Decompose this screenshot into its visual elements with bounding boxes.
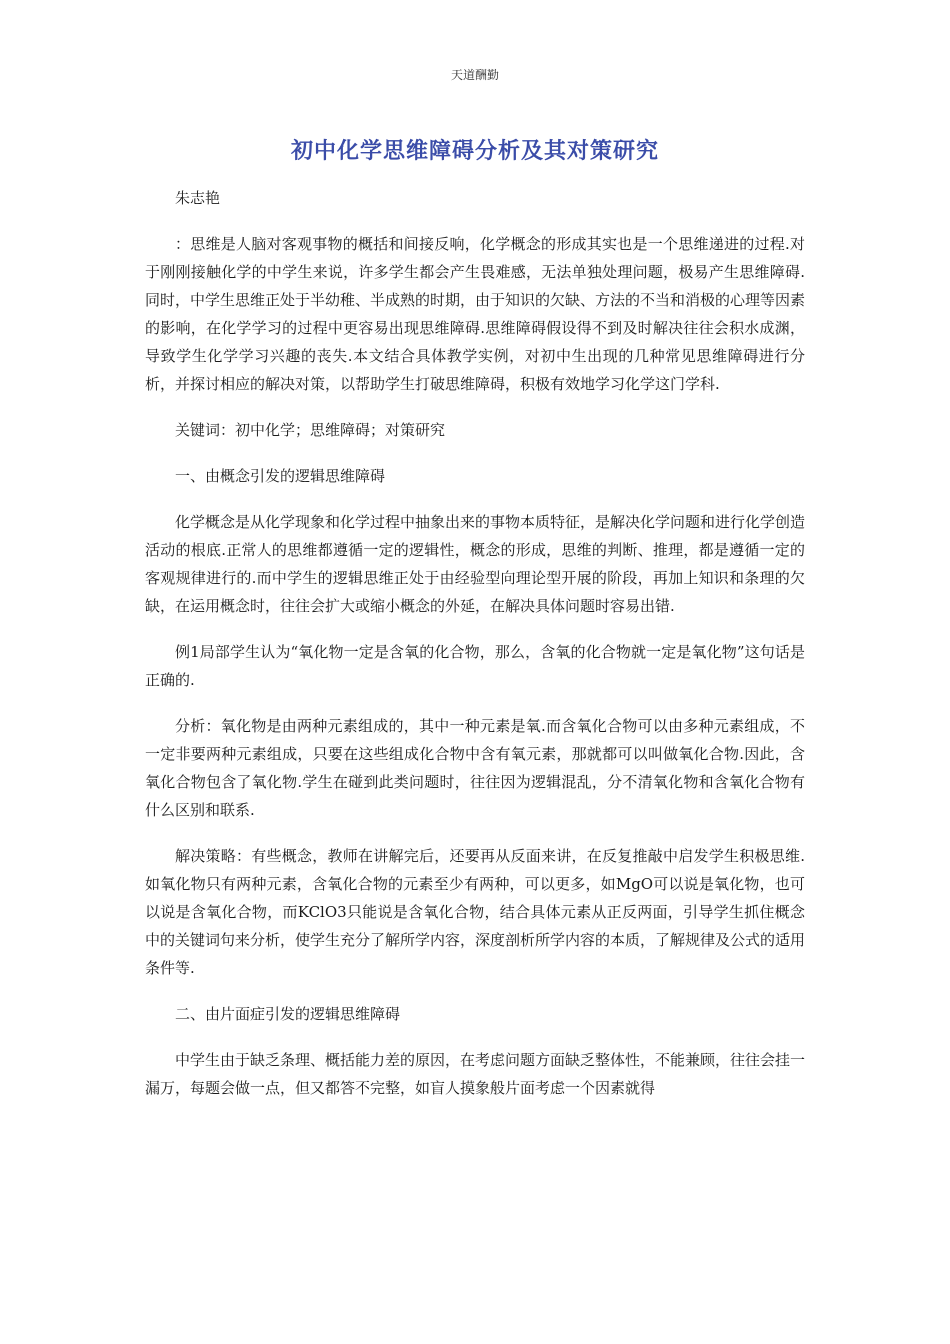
body-paragraph: 化学概念是从化学现象和化学过程中抽象出来的事物本质特征，是解决化学问题和进行化学创造活动的根底.正常人的思维都遵循一定的逻辑性，概念的形成，思维的判断、推理，都是遵循一定的客观规律进行的.而中学生的逻辑思维正处于由经验型向理论型开展的阶段，再加上知识和条理的欠缺，在运用概念时，往往会扩大或缩小概念的外延，在解决具体问题时容易出错. — [145, 513, 806, 615]
section-heading-1: 一、由概念引发的逻辑思维障碍 — [175, 467, 386, 485]
author-name: 朱志艳 — [175, 189, 221, 207]
strategy-paragraph: 解决策略：有些概念，教师在讲解完后，还要再从反面来讲，在反复推敲中启发学生积极思维.如氧化物只有两种元素，含氧化合物的元素至少有两种，可以更多，如MgO可以说是氧化物，也可以说是含氧化合物，而KClO3只能说是含氧化合物，结合具体元素从正反两面，引导学生抓住概念中的关键词句来分析，使学生充分了解所学内容，深度剖析所学内容的本质，了解规律及公式的适用条件等. — [145, 847, 806, 977]
section-heading-2: 二、由片面症引发的逻辑思维障碍 — [175, 1005, 401, 1023]
abstract-paragraph: ：思维是人脑对客观事物的概括和间接反响，化学概念的形成其实也是一个思维递进的过程.对于刚刚接触化学的中学生来说，许多学生都会产生畏难感，无法单独处理问题，极易产生思维障碍.同时，中学生思维正处于半幼稚、半成熟的时期，由于知识的欠缺、方法的不当和消极的心理等因素的影响，在化学学习的过程中更容易出现思维障碍.思维障碍假设得不到及时解决往往会积水成渊，导致学生化学学习兴趣的丧失.本文结合具体教学实例，对初中生出现的几种常见思维障碍进行分析，并探讨相应的解决对策，以帮助学生打破思维障碍，积极有效地学习化学这门学科. — [145, 235, 806, 393]
example-paragraph: 例1局部学生认为“氧化物一定是含氧的化合物，那么，含氧的化合物就一定是氧化物”这句话是正确的. — [145, 643, 805, 689]
document-title: 初中化学思维障碍分析及其对策研究 — [290, 138, 659, 164]
analysis-paragraph: 分析：氧化物是由两种元素组成的，其中一种元素是氧.而含氧化合物可以由多种元素组成，不一定非要两种元素组成，只要在这些组成化合物中含有氧元素，那就都可以叫做氧化合物.因此，含氧化合物包含了氧化物.学生在碰到此类问题时，往往因为逻辑混乱，分不清氧化物和含氧化合物有什么区别和联系. — [145, 717, 805, 819]
page-header: 天道酬勤 — [450, 68, 499, 82]
document-body — [145, 184, 805, 1120]
body-paragraph: 中学生由于缺乏条理、概括能力差的原因，在考虑问题方面缺乏整体性，不能兼顾，往往会挂一漏万，每题会做一点，但又都答不完整，如盲人摸象般片面考虑一个因素就得 — [145, 1051, 806, 1097]
keywords-line: 关键词：初中化学；思维障碍；对策研究 — [175, 421, 446, 439]
